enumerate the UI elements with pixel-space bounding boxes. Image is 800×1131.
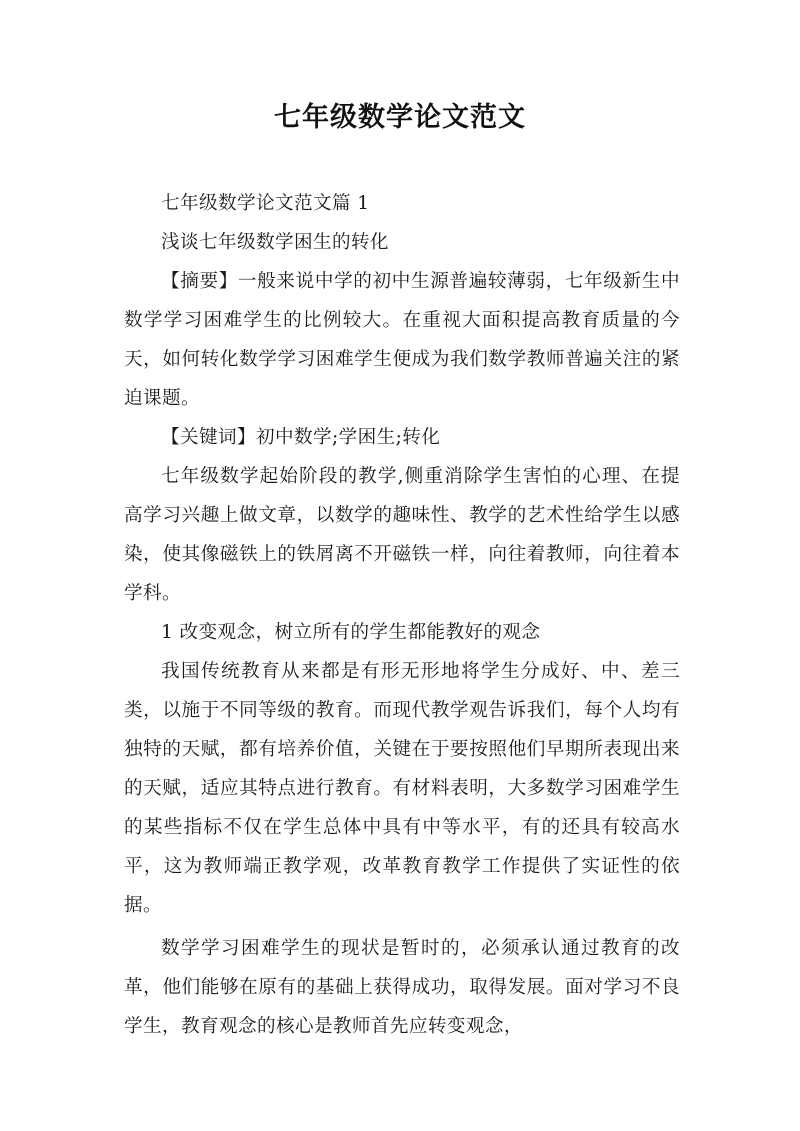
abstract-paragraph: 【摘要】一般来说中学的初中生源普遍较薄弱，七年级新生中数学学习困难学生的比例较大。在重视大面积提高教育质量的今天，如何转化数学学习困难学生便成为我们数学教师普遍关注的紧迫课题。 (124, 271, 680, 409)
section-heading: 七年级数学论文范文篇 1 (161, 193, 370, 214)
article-title: 浅谈七年级数学困生的转化 (161, 232, 389, 253)
document-body (124, 184, 680, 1046)
body-paragraph-2: 数学学习困难学生的现状是暂时的，必须承认通过教育的改革，他们能够在原有的基础上获得成功，取得发展。面对学习不良学生，教育观念的核心是教师首先应转变观念， (124, 938, 680, 1037)
document-title: 七年级数学论文范文 (274, 102, 526, 133)
subheading-1: 1 改变观念，树立所有的学生都能教好的观念 (161, 622, 541, 643)
body-paragraph-1: 我国传统教育从来都是有形无形地将学生分成好、中、差三类，以施于不同等级的教育。而现代教学观告诉我们，每个人均有独特的天赋，都有培养价值，关键在于要按照他们早期所表现出来的天赋，适应其特点进行教育。有材料表明，大多数学习困难学生的某些指标不仅在学生总体中具有中等水平，有的还具有较高水平，这为教师端正教学观，改革教育教学工作提供了实证性的依据。 (124, 661, 680, 916)
keywords-paragraph: 【关键词】初中数学;学困生;转化 (161, 427, 441, 448)
intro-paragraph: 七年级数学起始阶段的教学,侧重消除学生害怕的心理、在提高学习兴趣上做文章，以数学的趣味性、教学的艺术性给学生以感染，使其像磁铁上的铁屑离不开磁铁一样，向往着教师，向往着本学科。 (124, 466, 680, 604)
